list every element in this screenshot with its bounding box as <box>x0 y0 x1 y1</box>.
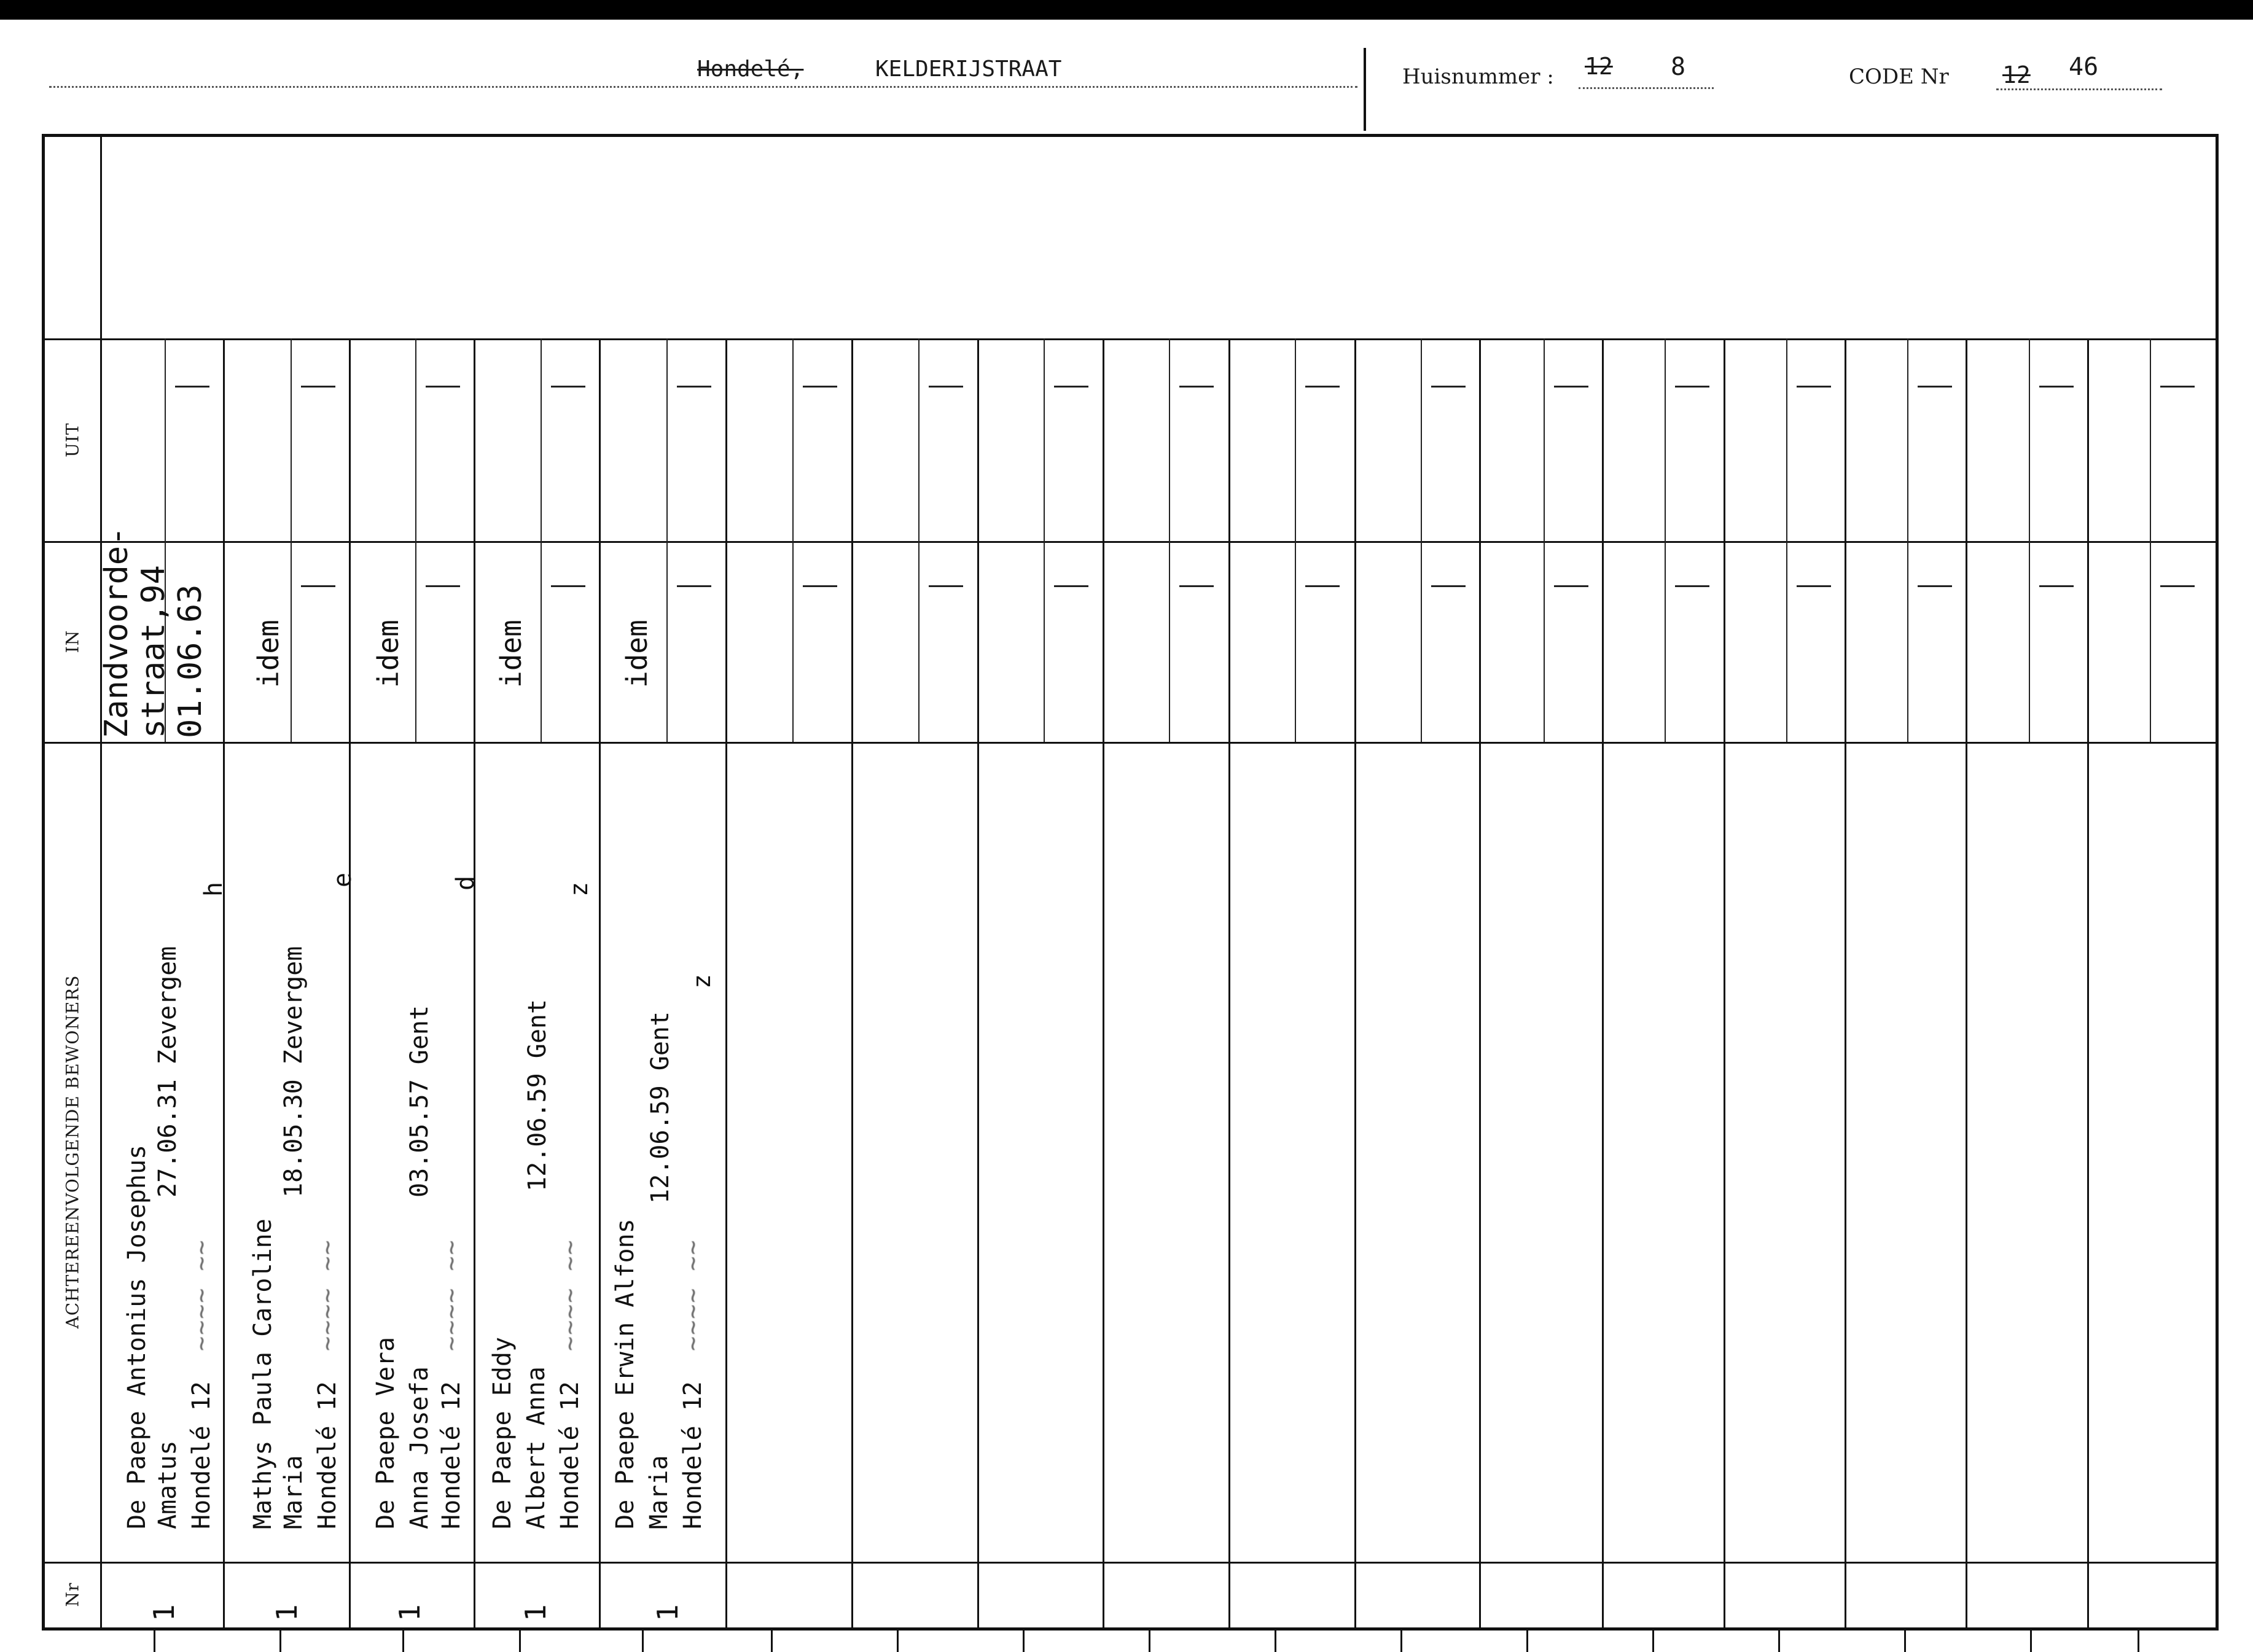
bottom-tick <box>1652 1631 1654 1652</box>
resident-address: Hondelé 12 <box>313 1381 342 1529</box>
bottom-tick <box>519 1631 521 1652</box>
sub-divider <box>541 338 542 742</box>
bottom-tick <box>1904 1631 1906 1652</box>
old-street-name: Hondelé, <box>697 56 804 82</box>
column-divider <box>977 338 979 1627</box>
sub-divider <box>666 338 668 742</box>
column-divider <box>1354 338 1356 1627</box>
in-dash <box>1431 585 1466 587</box>
uit-dash <box>2160 386 2195 388</box>
column-divider <box>1479 338 1481 1627</box>
in-dash <box>2039 585 2074 587</box>
uit-dash <box>1918 386 1952 388</box>
sub-divider <box>1665 338 1666 742</box>
uit-dash <box>175 386 209 388</box>
bottom-tick <box>2138 1631 2139 1652</box>
bottom-tick <box>1149 1631 1150 1652</box>
resident-nr: 1 <box>519 1604 552 1621</box>
bottom-tick <box>154 1631 155 1652</box>
huisnummer-label: Huisnummer : <box>1402 64 1554 89</box>
label-column-border <box>100 137 102 1627</box>
resident-smudge: ~~~~ ~~ <box>313 1239 342 1351</box>
sub-divider <box>2029 338 2030 742</box>
column-divider <box>725 338 727 1627</box>
column-divider <box>1724 338 1725 1627</box>
resident-nr: 1 <box>270 1604 303 1621</box>
resident-nr: 1 <box>651 1604 684 1621</box>
resident-in-address: Zandvoorde- straat,94 01.06.63 <box>98 526 209 738</box>
resident-mark: z <box>688 973 716 989</box>
sub-divider <box>1295 338 1296 742</box>
sub-divider <box>1421 338 1422 742</box>
sub-divider <box>792 338 794 742</box>
in-dash <box>803 585 837 587</box>
sub-divider <box>1044 338 1045 742</box>
in-dash <box>1918 585 1952 587</box>
bottom-tick <box>279 1631 281 1652</box>
resident-address: Hondelé 12 <box>187 1381 216 1529</box>
huisnummer-old: 12 <box>1585 53 1613 80</box>
header-divider <box>1364 48 1366 131</box>
uit-dash <box>677 386 711 388</box>
in-dash <box>426 585 460 587</box>
column-divider <box>1103 338 1104 1627</box>
in-dash <box>301 585 335 587</box>
uit-dash <box>1797 386 1831 388</box>
sub-divider <box>1786 338 1787 742</box>
resident-birth: 12.06.59 Gent <box>523 999 552 1191</box>
resident-name: Mathys Paula Caroline <box>249 1218 277 1529</box>
resident-address: Hondelé 12 <box>556 1381 584 1529</box>
resident-name: De Paepe Antonius Josephus <box>123 1144 151 1529</box>
column-divider <box>1228 338 1230 1627</box>
sub-divider <box>291 338 292 742</box>
resident-address: Hondelé 12 <box>437 1381 466 1529</box>
bottom-tick <box>2030 1631 2032 1652</box>
resident-mark: e <box>329 872 357 887</box>
code-value: 46 <box>2069 53 2099 81</box>
uit-dash <box>1054 386 1088 388</box>
uit-dash <box>1554 386 1588 388</box>
column-divider <box>851 338 853 1627</box>
resident-birth: 03.05.57 Gent <box>405 1005 434 1198</box>
resident-birth: 12.06.59 Gent <box>646 1011 674 1204</box>
in-dash <box>551 585 585 587</box>
resident-in: idem <box>494 620 528 688</box>
street-name: KELDERIJSTRAAT <box>875 56 1062 82</box>
divider-residents-top <box>45 742 2216 744</box>
uit-dash <box>2039 386 2074 388</box>
resident-birth: 18.05.30 Zevergem <box>279 946 308 1198</box>
sub-divider <box>918 338 920 742</box>
bottom-tick <box>1778 1631 1780 1652</box>
bottom-tick <box>1526 1631 1528 1652</box>
uit-dash <box>1675 386 1709 388</box>
in-dash <box>929 585 963 587</box>
resident-name: De Paepe Vera <box>372 1336 400 1529</box>
street-dotted-line <box>49 86 1357 88</box>
huisnummer-value: 8 <box>1671 53 1686 81</box>
code-old: 12 <box>2002 61 2031 88</box>
in-label: IN <box>62 629 83 653</box>
resident-name-cont: Maria <box>645 1455 673 1529</box>
in-dash <box>1054 585 1088 587</box>
resident-mark: h <box>200 881 228 897</box>
residents-label: ACHTEREENVOLGENDE BEWONERS <box>62 975 83 1329</box>
divider-uit-top <box>45 338 2216 340</box>
resident-smudge: ~~~~ ~~ <box>556 1239 584 1351</box>
bottom-tick <box>897 1631 899 1652</box>
resident-nr: 1 <box>393 1604 426 1621</box>
bottom-tick <box>1400 1631 1402 1652</box>
uit-dash <box>1305 386 1340 388</box>
resident-in: idem <box>252 620 285 688</box>
sub-divider <box>1907 338 1908 742</box>
column-divider <box>1845 338 1846 1627</box>
uit-dash <box>929 386 963 388</box>
in-dash <box>2160 585 2195 587</box>
sub-divider <box>1169 338 1170 742</box>
bottom-tick <box>1275 1631 1276 1652</box>
uit-dash <box>1431 386 1466 388</box>
resident-name-cont: Albert Anna <box>522 1366 550 1529</box>
resident-smudge: ~~~~ ~~ <box>187 1239 216 1351</box>
resident-mark: d <box>451 875 480 890</box>
resident-nr: 1 <box>147 1604 181 1621</box>
divider-in-top <box>45 541 2216 543</box>
resident-smudge: ~~~~ ~~ <box>437 1239 466 1351</box>
uit-dash <box>1179 386 1214 388</box>
huisnummer-dotted-line <box>1579 87 1714 89</box>
sub-divider <box>2150 338 2151 742</box>
column-divider <box>349 338 351 1627</box>
column-divider <box>474 338 475 1627</box>
in-dash <box>1797 585 1831 587</box>
nr-label: Nr <box>62 1582 83 1607</box>
bottom-tick <box>771 1631 773 1652</box>
resident-address: Hondelé 12 <box>679 1381 707 1529</box>
in-dash <box>1179 585 1214 587</box>
uit-dash <box>551 386 585 388</box>
register-frame <box>42 134 2219 1631</box>
uit-dash <box>301 386 335 388</box>
resident-in: idem <box>372 620 405 688</box>
resident-name: De Paepe Erwin Alfons <box>611 1218 639 1529</box>
resident-name: De Paepe Eddy <box>488 1336 517 1529</box>
code-label: CODE Nr <box>1849 64 1949 89</box>
in-dash <box>1675 585 1709 587</box>
column-divider <box>1602 338 1604 1627</box>
resident-name-cont: Anna Josefa <box>405 1366 434 1529</box>
resident-mark: z <box>565 881 593 897</box>
bottom-tick <box>402 1631 404 1652</box>
uit-label: UIT <box>62 422 83 458</box>
scan-top-border <box>0 0 2253 20</box>
column-divider <box>223 338 225 1627</box>
column-divider <box>1966 338 1967 1627</box>
bottom-tick <box>642 1631 644 1652</box>
in-dash <box>1554 585 1588 587</box>
resident-birth: 27.06.31 Zevergem <box>154 946 182 1198</box>
in-dash <box>1305 585 1340 587</box>
uit-dash <box>803 386 837 388</box>
bottom-tick <box>1023 1631 1025 1652</box>
divider-nr-top <box>45 1562 2216 1564</box>
code-dotted-line <box>1996 88 2162 90</box>
resident-name-cont: Amatus <box>154 1440 182 1529</box>
in-dash <box>677 585 711 587</box>
resident-name-cont: Maria <box>279 1455 308 1529</box>
sub-divider <box>415 338 416 742</box>
resident-in: idem <box>620 620 654 688</box>
column-divider <box>599 338 601 1627</box>
resident-smudge: ~~~~ ~~ <box>679 1239 707 1351</box>
uit-dash <box>426 386 460 388</box>
sub-divider <box>1544 338 1545 742</box>
column-divider <box>2087 338 2089 1627</box>
